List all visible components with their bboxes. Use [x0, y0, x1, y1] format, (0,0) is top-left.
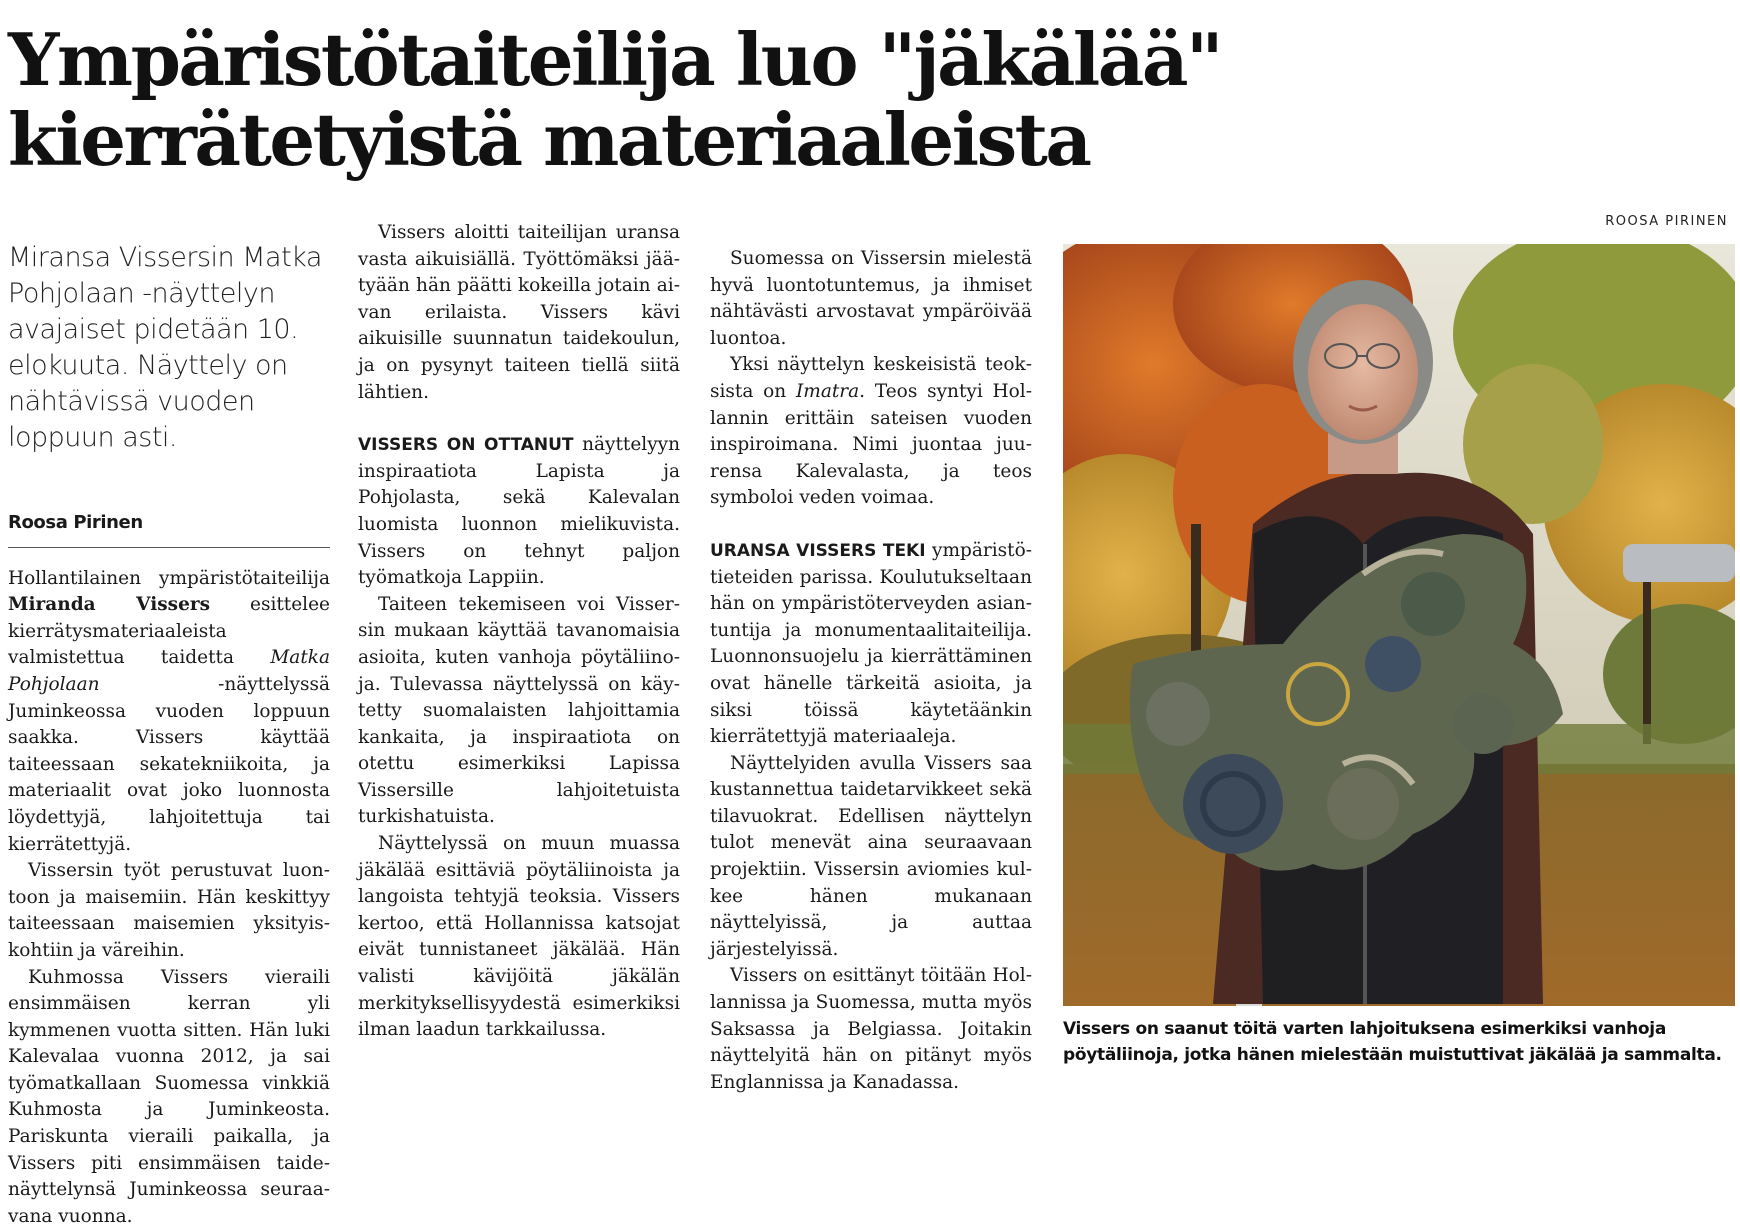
kicker: URANSA VISSERS TEKI — [710, 541, 926, 561]
body-paragraph: Vissers on esittänyt töitään Hollannissa ja Suomessa, mutta myös Saksassa ja Belgiassa. Joitakin näyttelyitä hän on pitänyt myös Englannissa ja Kanadassa. — [710, 963, 1032, 1096]
body-paragraph: Vissers aloitti taiteilijan uransa vasta aikuisiällä. Työttömäksi jäätyään hän päätti kokeilla jotain aivan erilaista. Vissers kävi aikuisille suunnatun taidekoulun, ja on pysynyt taiteen tiellä siitä lähtien. — [358, 220, 680, 406]
body-paragraph: VISSERS ON OTTANUT näyttelyyn inspiraatiota Lapista ja Pohjolasta, sekä Kalevalan luomista luonnon mielikuvista. Vissers on tehnyt paljon työmatkoja Lappiin. — [358, 432, 680, 592]
body-paragraph: Suomessa on Vissersin mielestä hyvä luontotuntemus, ja ihmiset nähtävästi arvostavat ympäröivää luontoa. — [710, 246, 1032, 352]
photo-credit: ROOSA PIRINEN — [1605, 214, 1728, 229]
body-paragraph: Näyttelyssä on muun muassa jäkälää esittäviä pöytäliinoista ja langoista tehtyjä teoksia. Vissers kertoo, että Hollannissa katsojat eivät tunnistaneet jäkälää. Hän valisti kävijöitä jäkälän merkityksellisyydestä esimerkiksi ilman laadun tarkkailussa. — [358, 831, 680, 1044]
kicker: VISSERS ON OTTANUT — [358, 435, 574, 455]
article-column-2 — [358, 220, 680, 1044]
article-photo — [1063, 244, 1735, 1006]
body-paragraph: Yksi näyttelyn keskeisistä teoksista on Imatra. Teos syntyi Hollannin erittäin sateisen vuoden inspiroimana. Nimi juontaa juurensa Kalevalasta, ja teos symboloi veden voimaa. — [710, 352, 1032, 512]
headline — [8, 20, 1221, 180]
body-paragraph: Kuhmossa Vissers vieraili ensimmäisen kerran yli kymmenen vuotta sitten. Hän luki Kalevalaa vuonna 2012, ja sai työmatkallaan Suomessa vinkkiä Kuhmosta ja Juminkeosta. Pariskunta vieraili paikalla, ja Vissers piti ensimmäisen taidenäyttelynsä Juminkeossa seuraavana vuonna. — [8, 965, 330, 1230]
article-column-3 — [710, 246, 1032, 1096]
artwork-title: Imatra — [796, 381, 859, 402]
headline-line-2: kierrätetyistä materiaaleista — [8, 97, 1090, 182]
body-paragraph: Näyttelyiden avulla Vissers saa kustannettua taidetarvikkeet sekä tilavuokrat. Edellisen näyttelyn tulot menevät aina seuraavaan projektiin. Vissersin aviomies kulkee hänen mukanaan näyttelyissä, ja auttaa järjestelyissä. — [710, 751, 1032, 964]
exhibition-title: Matka Pohjolaan — [8, 647, 330, 695]
headline-line-1: Ympäristötaiteilija luo "jäkälää" — [8, 17, 1221, 102]
body-paragraph: Hollantilainen ympäristötaiteilija Miranda Vissers esittelee kierrätysmateriaaleista valmistettua taidetta Matka Pohjolaan -näyttelyssä Juminkeossa vuoden loppuun saakka. Vissers käyttää taiteessaan sekatekniikoita, ja materiaalit ovat joko luonnosta löydettyjä, lahjoitettuja tai kierrätettyjä. — [8, 566, 330, 859]
body-paragraph: URANSA VISSERS TEKI ympäristötieteiden parissa. Koulutukseltaan hän on ympäristöterveyden asiantuntija ja monumentaalitaiteilija. Luonnonsuojelu ja kierrättäminen ovat hänelle tärkeitä asioita, ja siksi töissä käytetäänkin kierrätettyjä materiaaleja. — [710, 538, 1032, 751]
body-paragraph: Vissersin työt perustuvat luontoon ja maisemiin. Hän keskittyy taiteessaan maisemien yksityiskohtiin ja väreihin. — [8, 858, 330, 964]
photo-caption: Vissers on saanut töitä varten lahjoituksena esimerkiksi vanhoja pöytäliinoja, jotka hänen mielestään muistuttivat jäkälää ja sammalta. — [1063, 1016, 1735, 1068]
article-column-1 — [8, 240, 330, 1230]
artist-name: Miranda Vissers — [8, 594, 210, 615]
lead-paragraph: Miransa Vissersin Matka Pohjolaan -näyttelyn avajaiset pidetään 10. elokuuta. Näyttely on nähtävissä vuoden loppuun asti. — [8, 240, 330, 456]
body-paragraph: Taiteen tekemiseen voi Vissersin mukaan käyttää tavanomaisia asioita, kuten vanhoja pöytäliinoja. Tulevassa näyttelyssä on käytetty suomalaisten lahjoittamia kankaita, ja inspiraatiota on otettu esimerkiksi Lapissa Vissersille lahjoitetuista turkishatuista. — [358, 592, 680, 831]
car — [1623, 544, 1735, 582]
byline: Roosa Pirinen — [8, 510, 330, 548]
